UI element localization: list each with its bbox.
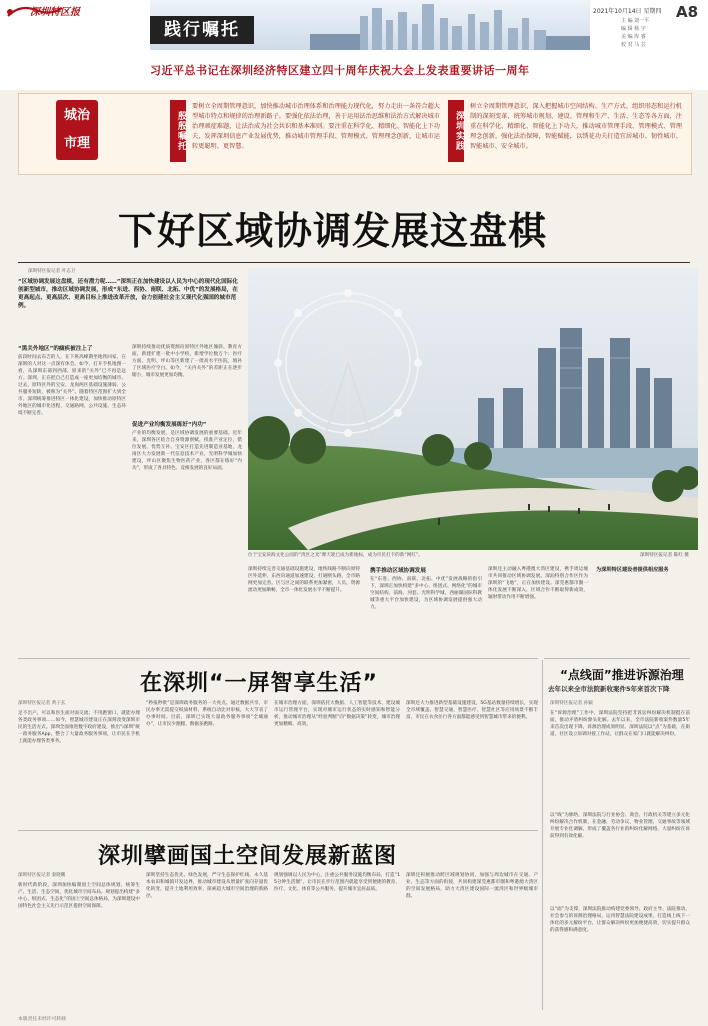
left-label: 殷殷嘱托: [170, 100, 186, 162]
section-title: 践行嘱托: [150, 16, 254, 44]
article3-col-3: 规划强调以人民为中心，注重公共服务设施均衡布局，打造“15分钟生活圈”，让市民在步行范围内就能享受到便捷的教育、医疗、文化、体育等公共服务，提升城市宜居品质。: [274, 873, 400, 892]
subhead-2: 促进产业均衡发展练好“内功”: [132, 422, 207, 428]
main-col-5: 在“东进、西协、南联、北拓、中优”发展战略的指引下，深圳正加快构建“多中心、组团式、网络化”的城市空间结构。前海、河套、光明科学城、西丽湖国际科教城等重大平台加快建设，为区域协调发展提供强大动力。: [370, 577, 482, 610]
lead-paragraph: “区域协调发展这盘棋，还有潜力呢……”深圳正在加快建设以人民为中心的现代化国际化创新型城市，推动区域协调发展，形成“东进、西协、南联、北拓、中优”的发展格局，在更高起点、更高层次、更高目标上推进改革开放，奋力创建社会主义现代化强国的城市范例。: [18, 279, 238, 309]
theme-badge: [56, 100, 98, 160]
main-byline: 深圳特区报记者 叶志卫: [28, 269, 76, 274]
right-label: 深圳实践: [448, 100, 464, 162]
editor-credits: [621, 17, 649, 49]
article2-byline: 深圳特区报记者 黄子玄: [18, 701, 66, 706]
article4-col-3: 以“面”为支撑，深圳法院推动构建党委领导、政府主导、法院推动、社会参与的诉源治理格局，运用智慧法院建设成果，打造线上线下一体化的多元解纷平台，让群众解决纠纷更加便捷高效，切实提升群众的获得感和满意度。: [550, 907, 690, 933]
article2-col-2: “秒报秒批”是深圳政务服务的一大亮点。通过数据共享，市民办事无需提交纸质材料，系统自动比对审核，大大节省了办事时间。目前，深圳已实现大量政务服务事项“全城通办”，让市民少跑腿、数据多跑路。: [146, 701, 268, 727]
subhead-3: 携手推动区域协调发展: [370, 568, 426, 574]
article4-headline: “点线面”推进诉源治理: [560, 668, 684, 682]
article4-byline: 深圳特区报记者 孙颖: [550, 701, 593, 706]
column-divider: [542, 660, 543, 1010]
masthead: [0, 0, 708, 50]
kicker-line: 习近平总书记在深圳经济特区建立四十周年庆祝大会上发表重要讲话一周年: [150, 64, 530, 77]
article3-col-4: 深圳还积极推动跨区域规划协同，加强与周边城市在交通、产业、生态等方面的衔接，共同构建深莞惠都市圈和粤港澳大湾区的空间发展格局，助力大湾区建设国际一流湾区和世界级城市群。: [406, 873, 538, 899]
article3-col-1: 新时代新阶段，深圳加快编制国土空间总体规划，统筹生产、生活、生态空间，优化城市空间布局。规划提出构建“多中心、组团式、生态化”的国土空间总体格局，为深圳建设中国特色社会主义先行示范区提供空间保障。: [18, 883, 140, 909]
main-col-4: 深圳持续完善交通基础设施建设，地铁线路不断向原特区外延伸，东西向通道加速建设，打通断头路，全市路网更加完善。区与区之间的联系更加紧密，人员、资源流动更加顺畅，全市一体化发展水平不断提升。: [248, 567, 360, 593]
divider: [544, 658, 690, 659]
article4-col-1: 在“诉源治理”工作中，深圳法院坚持把非诉讼纠纷解决机制挺在前面，推动矛盾纠纷源头化解。去年以来，全市法院新收案件数量5年来首次出现下降，诉源治理成效明显。深圳法院以“点”为基础，在街道、社区设立诉调对接工作站，让群众在家门口就能解决纠纷。: [550, 711, 690, 737]
article2-col-4: 深圳还大力推进新型基础设施建设，5G基站数量持续增长，实现全市域覆盖。智慧交通、智慧医疗、智慧社区等应用场景不断丰富，市民在衣食住行各方面都能感受到智慧城市带来的便利。: [406, 701, 538, 720]
theme-left-text: 要树立全周期管理意识，加快推动城市治理体系和治理能力现代化，努力走出一条符合超大型城市特点和规律的治理新路子。要强化依法治理，善于运用法治思维和法治方式解决城市治理顽症难题，让法治成为社会共识和基本准则。要注重在科学化、精细化、智能化上下功夫，发挥深圳信息产业发展优势，推动城市管理手段、管理模式、管理理念创新，让城市运转更聪明、更智慧。: [192, 103, 440, 150]
main-col-1: 前段时间去布吉的人，在下班高峰期坐地铁回家，在深圳的人对这一点深有体会。如今，打开手机地图一看，从深圳东部到西部，原来的“关外”已不再是远方。深圳，正在把自己打造成一座更加均衡的城市。过去，原特区外的宝安、龙岗两区基础设施薄弱、公共服务短缺，被称为“关外”。随着特区范围扩大到全市，深圳统筹推进特区一体化建设，加快推动原特区外地区的城市化进程，交通路网、公共设施、生态环境不断完善。: [18, 355, 126, 416]
article4-subhead: 去年以来全市法院新收案件5年来首次下降: [548, 685, 670, 693]
editor-line: 编 辑 杨 宇: [621, 26, 646, 32]
page-number: A8: [676, 3, 699, 21]
article3-headline: 深圳擘画国土空间发展新蓝图: [98, 844, 398, 869]
article2-col-1: 足不出户，可以和医生面对面交流；不用跑窗口，就能办理各类政务事项……如今，智慧城市建设正在深刻改变深圳市民的生活方式。深圳全面推进数字政府建设，推出“i深圳”统一政务服务App，整合了大量政务服务事项，让市民在手机上就能办理各类事务。: [18, 711, 140, 744]
divider: [18, 658, 538, 659]
editor-line: 主 编 刘一平: [621, 18, 650, 24]
subhead-4: 为深圳特区建设者提供相应服务: [596, 567, 669, 573]
newspaper-logo: 深圳特区报: [30, 7, 80, 18]
article2-headline: 在深圳“一屏智享生活”: [140, 671, 378, 696]
editor-line: 美 编 库 睿: [621, 34, 646, 40]
page-footer: 本版责任未经许可转载: [18, 1017, 66, 1022]
subhead-1: “黑关外地区”的痼疾被注上了: [18, 346, 93, 352]
photo-caption: 位于宝安滨海文化公园的“湾区之光”摩天轮已成为新地标，成为市民打卡的新“网红”。: [248, 553, 423, 558]
article3-byline: 深圳特区报记者 秦晓鹏: [18, 873, 66, 878]
main-col-6: 深圳还主动融入粤港澳大湾区建设，携手周边城市共同推动区域协调发展。深汕特别合作区作为深圳的“飞地”，正在加快建设。深莞惠都市圈一体化发展不断深入，区域合作不断取得新成效，辐射带动作用不断增强。: [488, 567, 588, 600]
theme-badge-label: 城治市理: [63, 108, 90, 151]
main-col-3: 产业的均衡发展，是区域协调发展的重要基础。近年来，深圳各区结合自身资源禀赋，找准产业定位，错位发展、优势互补。宝安区打造先进制造业基地，龙岗区大力发展新一代信息技术产业，光明科学城加快建设，坪山区聚焦生物医药产业，各区都在练好“内功”，形成了各具特色、竞相发展的良好局面。: [132, 431, 242, 471]
divider: [18, 262, 690, 263]
main-col-2: 深圳持续推动优质资源向原特区外地区倾斜。教育方面，新建扩建一批中小学校，新增学位数万个；医疗方面，光明、坪山等区新建了一批高水平医院，填补了区域医疗空白。如今，“关内关外”的差距正在逐步缩小，城市发展更加均衡。: [132, 345, 242, 378]
article4-col-2: 以“线”为脉络，深圳法院与行业协会、商会、行政机关等建立多元化纠纷解决合作机制，在金融、劳动争议、物业管理、交通事故等领域开展专业化调解，形成了覆盖各行业的纠纷化解网络，大量纠纷在诉前得到有效化解。: [550, 813, 690, 839]
editor-line: 校 对 马 芸: [621, 42, 646, 48]
article2-col-3: 在城市治理方面，深圳依托大数据、人工智能等技术，建设城市运行管理平台，实现对城市运行状态的实时感知和智能分析，推动城市治理从“经验判断”向“数据决策”转变，城市治理更加精细、高效。: [274, 701, 400, 727]
article3-col-2: 深圳坚持生态优先、绿色发展，严守生态保护红线、永久基本农田和城镇开发边界，推动城市建设从增量扩张向存量优化转变，提升土地利用效率，探索超大城市空间治理的新路径。: [146, 873, 268, 899]
photo-credit: 深圳特区报记者 陈红 摄: [640, 553, 689, 558]
theme-right-text: 树立全周期管理意识，深入把握城市空间结构、生产方式、组织形态和运行机制的深刻变革，统筹城市规划、建设、管理和生产、生活、生态等各方面，注重在科学化、精细化、智能化上下功夫，推动城市管理手段、管理模式、管理理念创新，强化法治保障，智能赋能，以绣花功夫打造宜居城市、韧性城市、智能城市、安全城市。: [470, 103, 682, 150]
main-headline: 下好区域协调发展这盘棋: [118, 209, 548, 253]
feature-photo: [248, 268, 698, 550]
ferris-wheel-photo-icon: [248, 268, 698, 550]
divider: [18, 830, 538, 831]
issue-date: 2021年10月14日 星期四: [593, 8, 662, 15]
